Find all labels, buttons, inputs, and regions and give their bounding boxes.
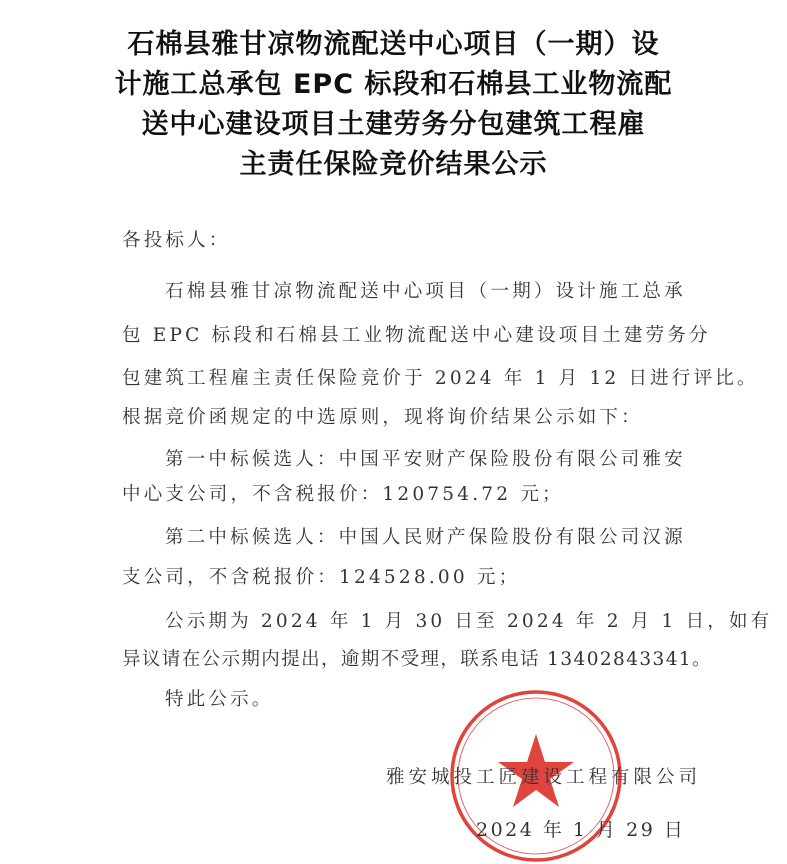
- title-line: 计施工总承包 EPC 标段和石棉县工业物流配: [114, 69, 673, 100]
- title-line: 石棉县雅甘凉物流配送中心项目（一期）设: [127, 29, 660, 60]
- signature-date: 2024 年 1 月 29 日: [476, 819, 686, 841]
- signature-company: 雅安城投工匠建设工程有限公司: [386, 767, 702, 788]
- candidate-2-price: 支公司，不含税报价：124528.00 元；: [122, 567, 521, 588]
- body-line: 石棉县雅甘凉物流配送中心项目（一期）设计施工总承: [165, 281, 686, 302]
- candidate-2-line: 第二中标候选人：中国人民财产保险股份有限公司汉源: [165, 527, 686, 548]
- closing-line: 特此公示。: [165, 689, 274, 710]
- body-line: 包 EPC 标段和石棉县工业物流配送中心建设项目土建劳务分: [122, 325, 711, 346]
- salutation: 各投标人：: [122, 230, 231, 251]
- contact-line: 异议请在公示期内提出，逾期不受理，联系电话 13402843341。: [122, 649, 712, 670]
- body-line: 包建筑工程雇主责任保险竞价于 2024 年 1 月 12 日进行评比。: [122, 368, 759, 389]
- notice-period-line: 公示期为 2024 年 1 月 30 日至 2024 年 2 月 1 日，如有: [165, 611, 773, 632]
- title-line: 送中心建设项目土建劳务分包建筑工程雇: [141, 109, 646, 140]
- body-line: 根据竞价函规定的中选原则，现将询价结果公示如下：: [122, 407, 643, 428]
- title-line: 主责任保险竞价结果公示: [239, 149, 548, 180]
- candidate-1-line: 第一中标候选人：中国平安财产保险股份有限公司雅安: [165, 449, 686, 470]
- candidate-1-price: 中心支公司，不含税报价：120754.72 元；: [122, 484, 564, 505]
